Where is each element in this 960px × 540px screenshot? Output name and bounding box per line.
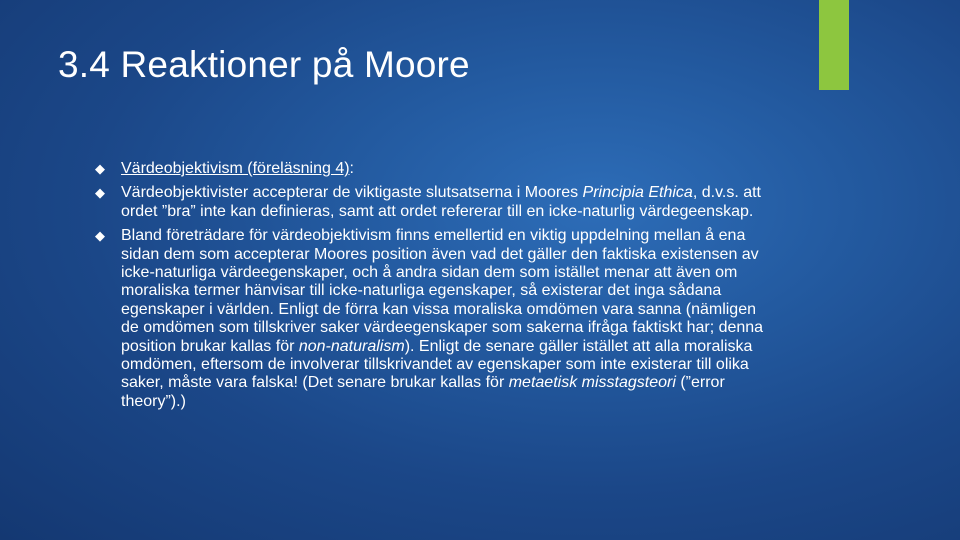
diamond-bullet-icon: ◆ — [95, 228, 105, 244]
bullet-text: , d.v.s. att ordet ”bra” inte kan definieras, samt att ordet refererar till en icke-naturlig värdegeenskap. — [121, 184, 761, 220]
bullet-text: Värdeobjektivister accepterar de viktigaste slutsatserna i Moores — [121, 184, 583, 202]
bullet-item — [95, 227, 775, 411]
bullet-text: Bland företrädare för värdeobjektivism finns emellertid en viktig uppdelning mellan å ena sidan dem som accepterar Moores position även vad det gäller den faktiska existensen av icke-naturliga värdeegenskaper, och å andra sidan dem som istället menar att även om moraliska termer hänvisar till icke-naturliga egenskaper, så existerar det inga sådana egenskaper i världen. Enligt de förra kan vissa moraliska omdömen vara sanna (nämligen de omdömen som tillskriver saker värdeegenskaper som sakerna ifråga faktiskt har; denna position brukar kallas för — [121, 227, 764, 355]
bullet-list — [95, 160, 775, 417]
bullet-text: non-naturalism — [298, 337, 405, 355]
diamond-bullet-icon: ◆ — [95, 185, 105, 201]
bullet-text: Värdeobjektivism (föreläsning 4) — [121, 160, 350, 177]
bullet-text: Principia Ethica — [582, 184, 693, 202]
bullet-text: : — [349, 160, 354, 177]
bullet-item — [95, 160, 775, 178]
bullet-text: (”error theory”).) — [121, 374, 725, 410]
bullet-text: metaetisk misstagsteori — [508, 374, 676, 392]
bullet-item — [95, 184, 775, 221]
slide-title: 3.4 Reaktioner på Moore — [58, 44, 470, 85]
diamond-bullet-icon: ◆ — [95, 161, 105, 176]
bullet-text: ). Enligt de senare gäller istället att alla moraliska omdömen, eftersom de involverar tillskrivandet av egenskaper som inte existerar till olika saker, måste vara falska! (Det senare brukar kallas för — [121, 337, 753, 392]
accent-bar — [819, 0, 849, 90]
